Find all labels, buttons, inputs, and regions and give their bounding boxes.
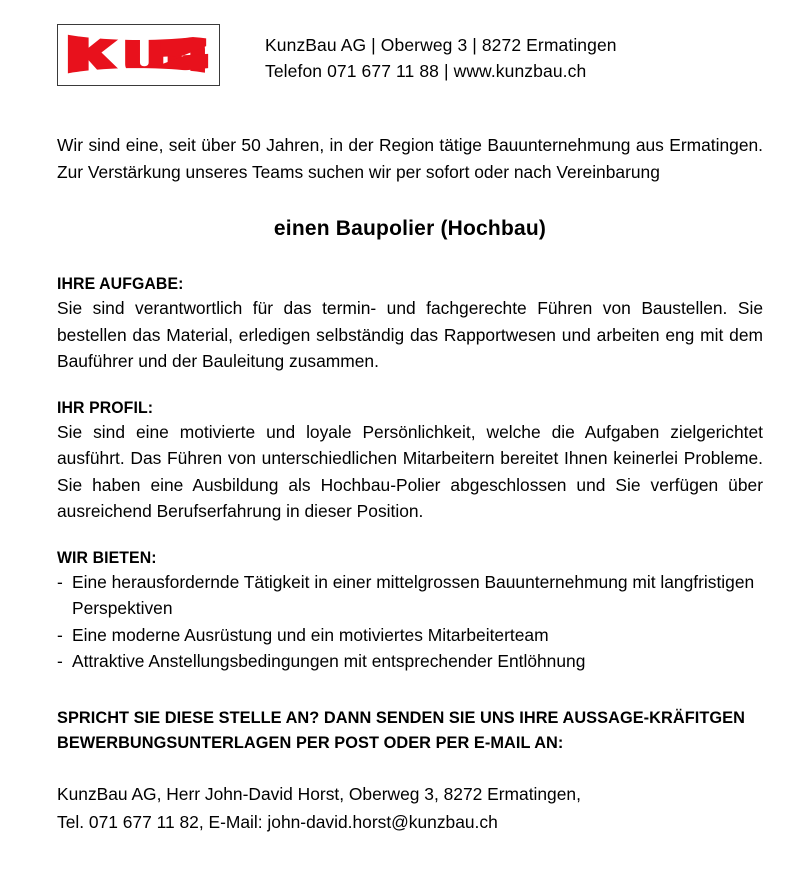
- section-heading-ihre-aufgabe: IHRE AUFGABE:: [57, 275, 184, 293]
- document-header: [57, 24, 763, 86]
- contact-phone-email-line[interactable]: Tel. 071 677 11 82, E-Mail: john-david.horst@kunzbau.ch: [57, 811, 498, 832]
- call-to-action-line-1: SPRICHT SIE DIESE STELLE AN? DANN SENDEN SIE UNS IHRE AUSSAGE-KRÄFITGEN: [57, 707, 745, 727]
- bullet-marker: -: [57, 651, 63, 671]
- document-content: [57, 132, 763, 836]
- intro-paragraph: Wir sind eine, seit über 50 Jahren, in der Region tätige Bauunternehmung aus Ermatingen. Zur Verstärkung unseres Teams suchen wir per sofort oder nach Vereinbarung: [57, 135, 763, 182]
- list-item-text: Eine moderne Ausrüstung und ein motiviertes Mitarbeiterteam: [72, 624, 549, 645]
- company-phone-web-line: Telefon 071 677 11 88 | www.kunzbau.ch: [265, 61, 587, 81]
- bullet-marker: -: [57, 624, 63, 645]
- offer-list: [57, 569, 763, 675]
- call-to-action-line-2: BEWERBUNGSUNTERLAGEN PER POST ODER PER E-MAIL AN:: [57, 733, 564, 752]
- bullet-marker: -: [57, 571, 63, 592]
- contact-details-block: [57, 780, 763, 836]
- section-body-ihre-aufgabe: Sie sind verantwortlich für das termin- und fachgerechte Führen von Baustellen. Sie bestellen das Material, erledigen selbständig das Rapportwesen und arbeiten eng mit dem Bauführer und der Bauleitung zusammen.: [57, 298, 763, 371]
- kunz-logo: [57, 24, 220, 86]
- list-item: [57, 648, 763, 675]
- company-address-line: KunzBau AG | Oberweg 3 | 8272 Ermatingen: [265, 35, 617, 55]
- call-to-action-block: [57, 705, 752, 756]
- section-heading-wir-bieten: WIR BIETEN:: [57, 548, 157, 567]
- list-item-text: Attraktive Anstellungsbedingungen mit entsprechender Entlöhnung: [72, 651, 586, 671]
- section-wir-bieten: [57, 549, 763, 675]
- list-item-text: Eine herausfordernde Tätigkeit in einer mittelgrossen Bauunternehmung mit langfristigen Perspektiven: [72, 571, 755, 618]
- section-ihre-aufgabe: [57, 275, 763, 375]
- section-body-ihr-profil: Sie sind eine motivierte und loyale Persönlichkeit, welche die Aufgaben zielgerichtet ausführt. Das Führen von unterschiedlichen Mitarbeitern bereitet Ihnen keinerlei Probleme. Sie haben eine Ausbildung als Hochbau-Polier abgeschlossen und Sie verfügen über ausreichend Berufserfahrung in dieser Position.: [57, 421, 763, 521]
- contact-address-line: KunzBau AG, Herr John-David Horst, Oberweg 3, 8272 Ermatingen,: [57, 783, 581, 804]
- section-heading-ihr-profil: IHR PROFIL:: [57, 398, 154, 417]
- header-contact-block: [265, 24, 617, 84]
- list-item: [57, 622, 763, 649]
- section-ihr-profil: [57, 399, 763, 525]
- list-item: [57, 569, 763, 622]
- job-title: einen Baupolier (Hochbau): [273, 217, 547, 240]
